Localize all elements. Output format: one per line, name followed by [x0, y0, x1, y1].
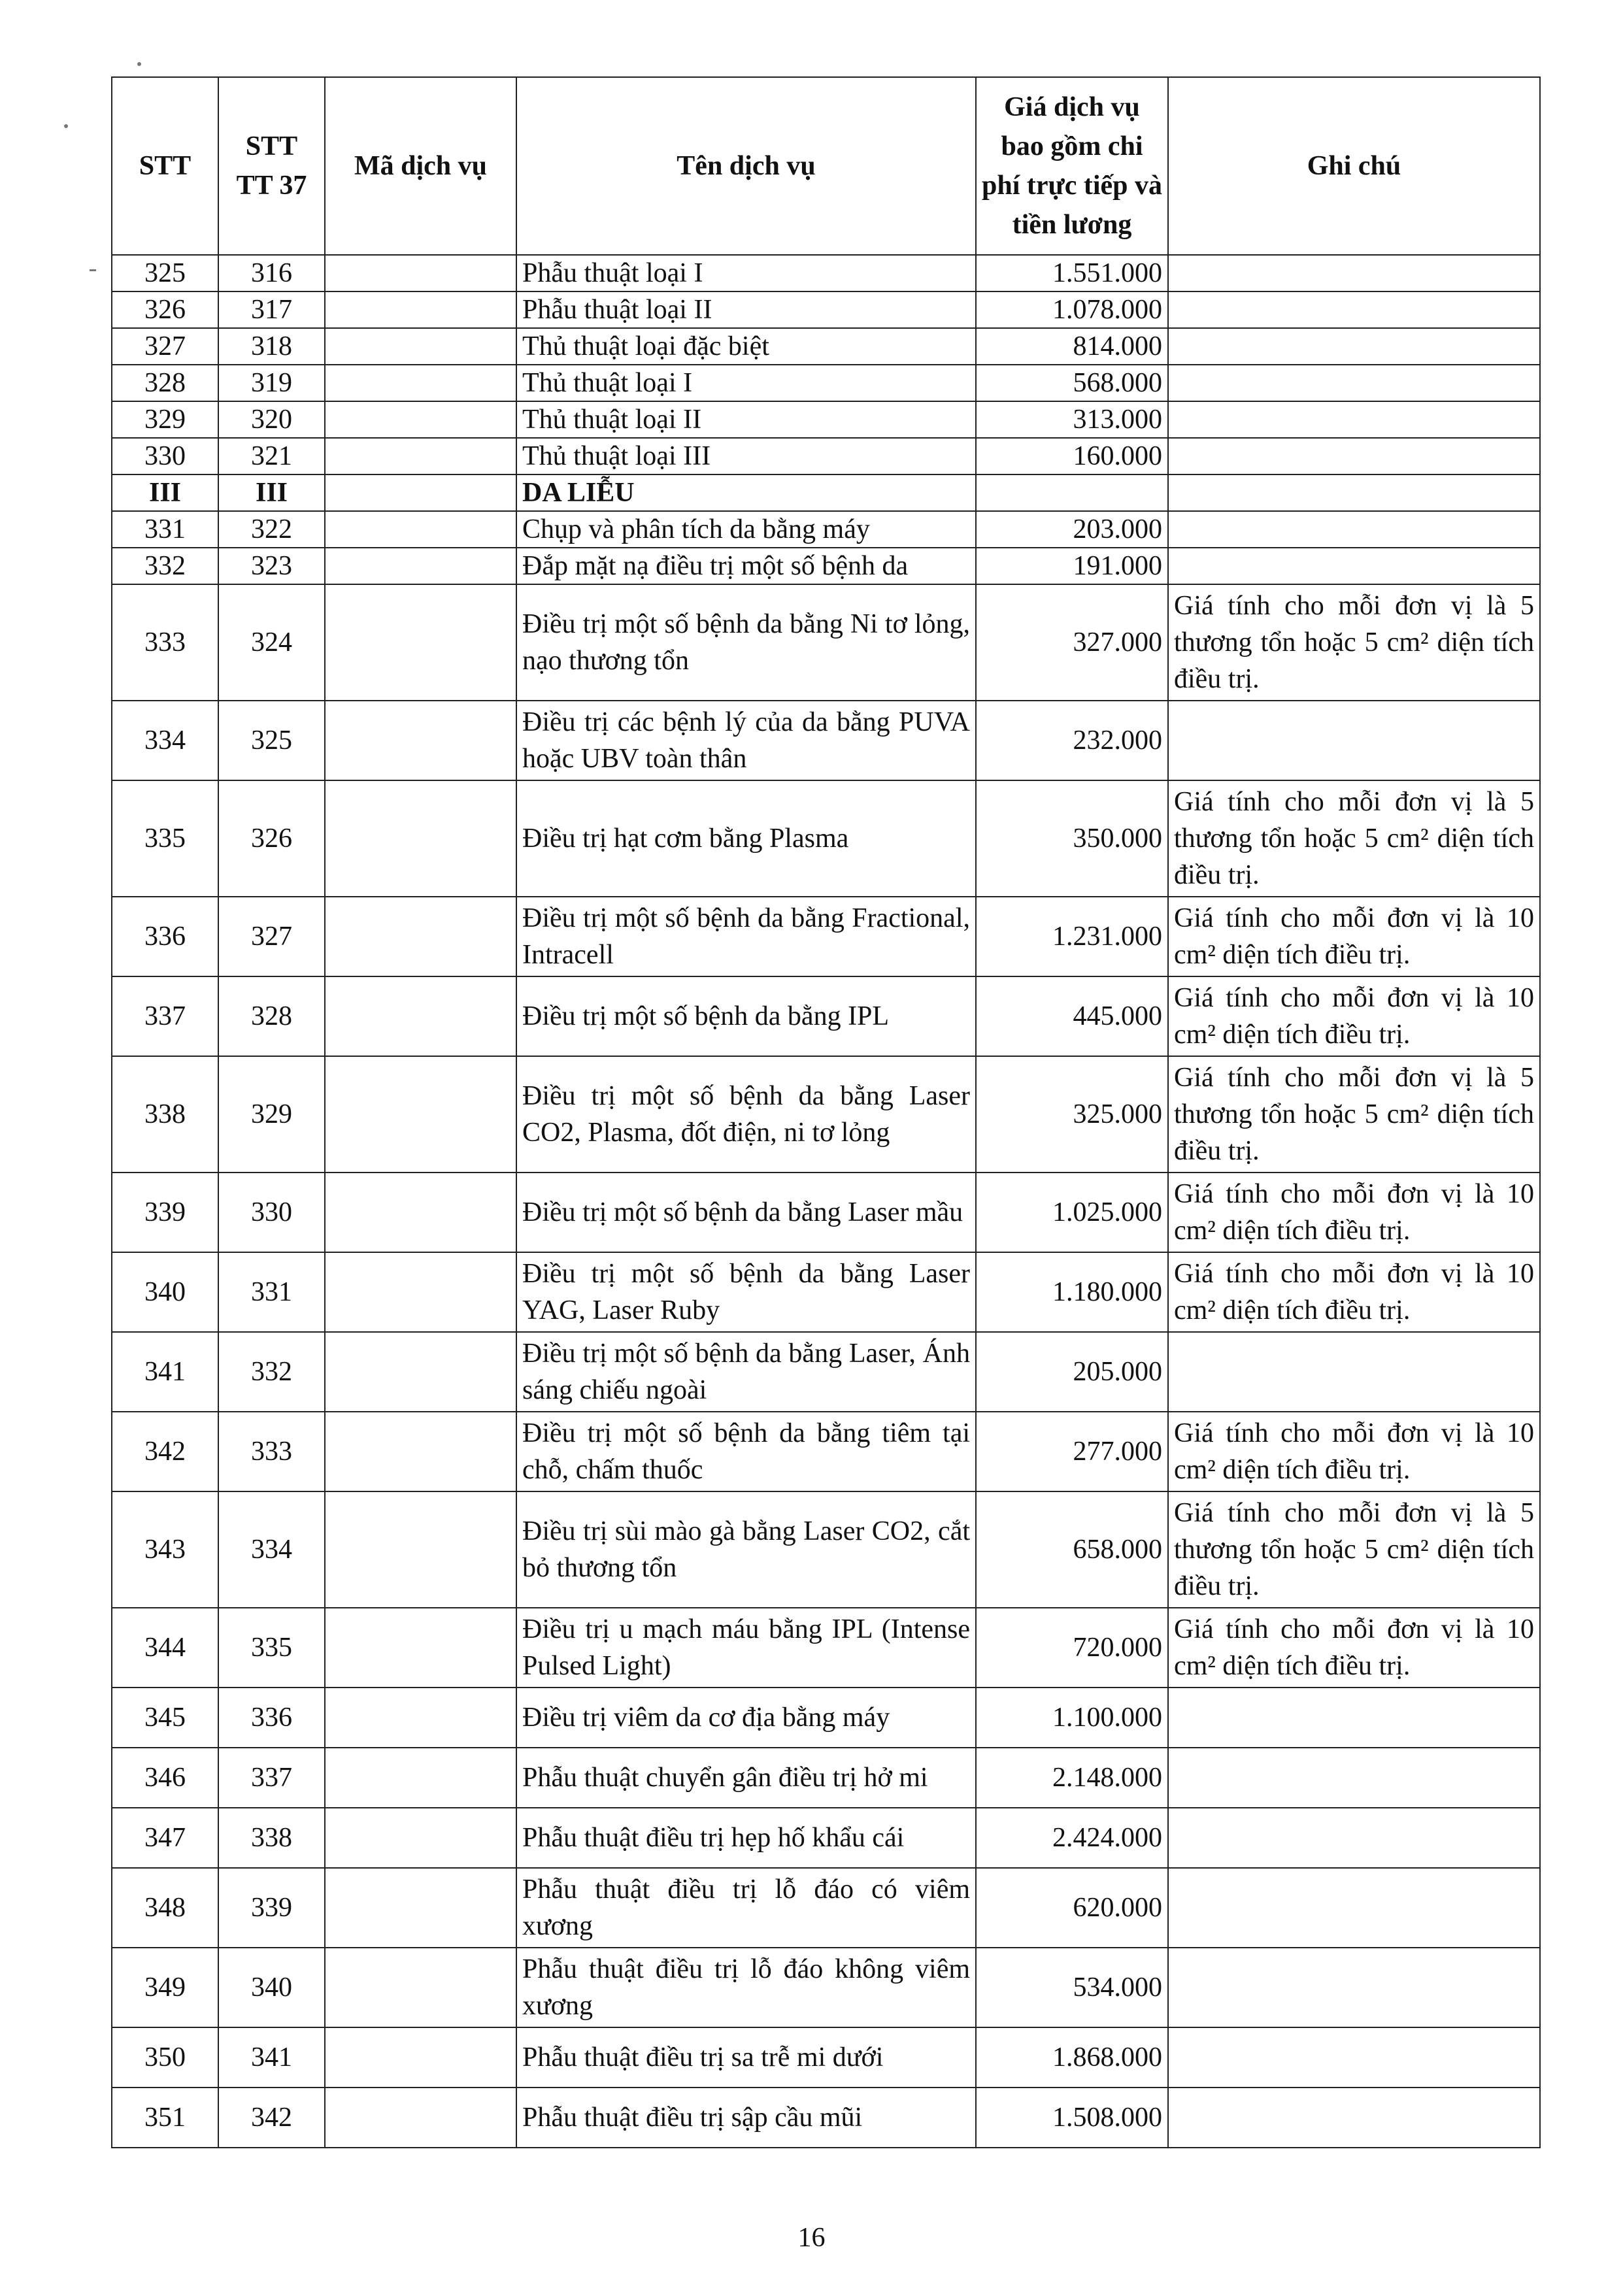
table-row — [112, 1948, 1540, 2027]
table-row — [112, 401, 1540, 438]
cell-gia-dich-vu: 1.078.000 — [976, 291, 1168, 328]
table-row — [112, 1173, 1540, 1252]
cell-ghi-chu: Giá tính cho mỗi đơn vị là 10 cm² diện tích điều trị. — [1168, 897, 1540, 976]
cell-ma-dich-vu — [325, 897, 516, 976]
header-stt: STT — [112, 77, 218, 255]
cell-ghi-chu — [1168, 291, 1540, 328]
table-header-row — [112, 77, 1540, 255]
cell-stt: 331 — [112, 511, 218, 548]
cell-ma-dich-vu — [325, 1252, 516, 1332]
cell-ghi-chu — [1168, 438, 1540, 474]
cell-stt: 347 — [112, 1808, 218, 1868]
cell-ghi-chu — [1168, 1332, 1540, 1412]
cell-ma-dich-vu — [325, 1688, 516, 1748]
cell-ma-dich-vu — [325, 584, 516, 701]
table-row — [112, 701, 1540, 780]
cell-stt: 346 — [112, 1748, 218, 1808]
cell-gia-dich-vu: 205.000 — [976, 1332, 1168, 1412]
cell-stt-tt37: 342 — [218, 2088, 325, 2148]
cell-stt-tt37: 318 — [218, 328, 325, 365]
table-row — [112, 1688, 1540, 1748]
cell-stt-tt37: 316 — [218, 255, 325, 291]
cell-ten-dich-vu: Thủ thuật loại đặc biệt — [516, 328, 976, 365]
cell-stt: 343 — [112, 1491, 218, 1608]
cell-stt: 349 — [112, 1948, 218, 2027]
table-row — [112, 2088, 1540, 2148]
table-row — [112, 1252, 1540, 1332]
scan-speck — [137, 62, 141, 66]
cell-ghi-chu — [1168, 328, 1540, 365]
cell-stt-tt37: 327 — [218, 897, 325, 976]
cell-ghi-chu — [1168, 701, 1540, 780]
table-row — [112, 291, 1540, 328]
cell-gia-dich-vu: 620.000 — [976, 1868, 1168, 1948]
cell-gia-dich-vu: 720.000 — [976, 1608, 1168, 1688]
cell-stt: 338 — [112, 1056, 218, 1173]
cell-ghi-chu — [1168, 1748, 1540, 1808]
cell-ma-dich-vu — [325, 976, 516, 1056]
cell-ghi-chu — [1168, 548, 1540, 584]
cell-ten-dich-vu: Điều trị u mạch máu bằng IPL (Intense Pulsed Light) — [516, 1608, 976, 1688]
cell-ten-dich-vu: Phẫu thuật chuyển gân điều trị hở mi — [516, 1748, 976, 1808]
cell-ma-dich-vu — [325, 328, 516, 365]
table-row — [112, 365, 1540, 401]
cell-ma-dich-vu — [325, 701, 516, 780]
cell-gia-dich-vu: 232.000 — [976, 701, 1168, 780]
cell-stt-tt37: 332 — [218, 1332, 325, 1412]
table-row — [112, 438, 1540, 474]
cell-stt-tt37: 325 — [218, 701, 325, 780]
cell-stt-tt37: 329 — [218, 1056, 325, 1173]
cell-stt-tt37: 337 — [218, 1748, 325, 1808]
cell-ghi-chu — [1168, 511, 1540, 548]
cell-ma-dich-vu — [325, 1491, 516, 1608]
cell-ghi-chu — [1168, 1868, 1540, 1948]
cell-stt-tt37: 341 — [218, 2027, 325, 2088]
cell-ten-dich-vu: Điều trị một số bệnh da bằng Ni tơ lỏng, nạo thương tổn — [516, 584, 976, 701]
cell-gia-dich-vu: 327.000 — [976, 584, 1168, 701]
cell-gia-dich-vu: 1.508.000 — [976, 2088, 1168, 2148]
cell-ten-dich-vu: Phẫu thuật loại I — [516, 255, 976, 291]
cell-ma-dich-vu — [325, 2088, 516, 2148]
cell-ten-dich-vu: DA LIỄU — [516, 474, 976, 511]
cell-stt: 327 — [112, 328, 218, 365]
cell-ten-dich-vu: Điều trị viêm da cơ địa bằng máy — [516, 1688, 976, 1748]
cell-stt: 344 — [112, 1608, 218, 1688]
cell-ma-dich-vu — [325, 401, 516, 438]
cell-stt: 340 — [112, 1252, 218, 1332]
cell-ghi-chu — [1168, 365, 1540, 401]
cell-stt: 348 — [112, 1868, 218, 1948]
cell-ma-dich-vu — [325, 2027, 516, 2088]
cell-ten-dich-vu: Điều trị một số bệnh da bằng tiêm tại chỗ, chấm thuốc — [516, 1412, 976, 1491]
table-row — [112, 976, 1540, 1056]
header-ten-dich-vu: Tên dịch vụ — [516, 77, 976, 255]
cell-ghi-chu — [1168, 1688, 1540, 1748]
cell-ghi-chu: Giá tính cho mỗi đơn vị là 10 cm² diện tích điều trị. — [1168, 976, 1540, 1056]
cell-gia-dich-vu: 658.000 — [976, 1491, 1168, 1608]
cell-stt-tt37: III — [218, 474, 325, 511]
cell-ghi-chu: Giá tính cho mỗi đơn vị là 5 thương tổn hoặc 5 cm² diện tích điều trị. — [1168, 780, 1540, 897]
table-row — [112, 1608, 1540, 1688]
cell-ma-dich-vu — [325, 1173, 516, 1252]
cell-stt: III — [112, 474, 218, 511]
cell-ten-dich-vu: Phẫu thuật điều trị hẹp hố khẩu cái — [516, 1808, 976, 1868]
header-ma-dich-vu: Mã dịch vụ — [325, 77, 516, 255]
table-body — [112, 255, 1540, 2148]
cell-ten-dich-vu: Điều trị một số bệnh da bằng Laser CO2, Plasma, đốt điện, ni tơ lỏng — [516, 1056, 976, 1173]
page-number: 16 — [797, 2223, 826, 2253]
cell-ten-dich-vu: Phẫu thuật điều trị lỗ đáo có viêm xương — [516, 1868, 976, 1948]
cell-ma-dich-vu — [325, 511, 516, 548]
cell-gia-dich-vu: 313.000 — [976, 401, 1168, 438]
cell-gia-dich-vu: 1.180.000 — [976, 1252, 1168, 1332]
cell-ma-dich-vu — [325, 1412, 516, 1491]
cell-gia-dich-vu: 1.100.000 — [976, 1688, 1168, 1748]
cell-gia-dich-vu: 1.231.000 — [976, 897, 1168, 976]
cell-stt: 326 — [112, 291, 218, 328]
table-row — [112, 1332, 1540, 1412]
cell-ma-dich-vu — [325, 1056, 516, 1173]
cell-ten-dich-vu: Điều trị một số bệnh da bằng Laser, Ánh sáng chiếu ngoài — [516, 1332, 976, 1412]
cell-stt: 332 — [112, 548, 218, 584]
cell-gia-dich-vu: 277.000 — [976, 1412, 1168, 1491]
cell-ghi-chu — [1168, 1808, 1540, 1868]
table-row — [112, 548, 1540, 584]
cell-ten-dich-vu: Điều trị hạt cơm bằng Plasma — [516, 780, 976, 897]
cell-stt: 351 — [112, 2088, 218, 2148]
table-row — [112, 1868, 1540, 1948]
section-row — [112, 474, 1540, 511]
cell-ten-dich-vu: Thủ thuật loại III — [516, 438, 976, 474]
cell-gia-dich-vu: 2.424.000 — [976, 1808, 1168, 1868]
cell-stt-tt37: 340 — [218, 1948, 325, 2027]
cell-ma-dich-vu — [325, 1332, 516, 1412]
cell-ghi-chu: Giá tính cho mỗi đơn vị là 5 thương tổn hoặc 5 cm² diện tích điều trị. — [1168, 1491, 1540, 1608]
cell-ma-dich-vu — [325, 1948, 516, 2027]
cell-gia-dich-vu: 568.000 — [976, 365, 1168, 401]
cell-stt-tt37: 331 — [218, 1252, 325, 1332]
cell-ma-dich-vu — [325, 255, 516, 291]
cell-stt-tt37: 333 — [218, 1412, 325, 1491]
cell-ghi-chu: Giá tính cho mỗi đơn vị là 10 cm² diện tích điều trị. — [1168, 1608, 1540, 1688]
cell-gia-dich-vu: 534.000 — [976, 1948, 1168, 2027]
cell-stt-tt37: 324 — [218, 584, 325, 701]
cell-ghi-chu: Giá tính cho mỗi đơn vị là 10 cm² diện tích điều trị. — [1168, 1173, 1540, 1252]
cell-ten-dich-vu: Phẫu thuật điều trị sa trễ mi dưới — [516, 2027, 976, 2088]
cell-stt-tt37: 322 — [218, 511, 325, 548]
cell-gia-dich-vu: 1.551.000 — [976, 255, 1168, 291]
cell-ma-dich-vu — [325, 1608, 516, 1688]
cell-stt-tt37: 335 — [218, 1608, 325, 1688]
cell-ma-dich-vu — [325, 548, 516, 584]
cell-stt: 335 — [112, 780, 218, 897]
cell-gia-dich-vu: 1.868.000 — [976, 2027, 1168, 2088]
cell-ghi-chu: Giá tính cho mỗi đơn vị là 5 thương tổn hoặc 5 cm² diện tích điều trị. — [1168, 1056, 1540, 1173]
table-row — [112, 511, 1540, 548]
cell-gia-dich-vu: 445.000 — [976, 976, 1168, 1056]
table-row — [112, 897, 1540, 976]
cell-stt: 337 — [112, 976, 218, 1056]
header-gia-dich-vu: Giá dịch vụ bao gồm chi phí trực tiếp và tiền lương — [976, 77, 1168, 255]
cell-stt-tt37: 334 — [218, 1491, 325, 1608]
table-row — [112, 1412, 1540, 1491]
cell-ma-dich-vu — [325, 1868, 516, 1948]
cell-stt-tt37: 320 — [218, 401, 325, 438]
table-row — [112, 1056, 1540, 1173]
cell-ma-dich-vu — [325, 1748, 516, 1808]
cell-stt: 329 — [112, 401, 218, 438]
cell-ghi-chu: Giá tính cho mỗi đơn vị là 5 thương tổn hoặc 5 cm² diện tích điều trị. — [1168, 584, 1540, 701]
cell-stt-tt37: 326 — [218, 780, 325, 897]
cell-stt-tt37: 336 — [218, 1688, 325, 1748]
cell-stt-tt37: 317 — [218, 291, 325, 328]
cell-ten-dich-vu: Điều trị sùi mào gà bằng Laser CO2, cắt bỏ thương tổn — [516, 1491, 976, 1608]
cell-ghi-chu — [1168, 474, 1540, 511]
cell-gia-dich-vu: 814.000 — [976, 328, 1168, 365]
cell-stt-tt37: 319 — [218, 365, 325, 401]
cell-ten-dich-vu: Phẫu thuật điều trị sập cầu mũi — [516, 2088, 976, 2148]
cell-ma-dich-vu — [325, 474, 516, 511]
cell-stt: 336 — [112, 897, 218, 976]
cell-ghi-chu — [1168, 401, 1540, 438]
cell-stt-tt37: 339 — [218, 1868, 325, 1948]
cell-ghi-chu — [1168, 255, 1540, 291]
scan-speck — [90, 269, 96, 271]
table-row — [112, 584, 1540, 701]
cell-stt: 341 — [112, 1332, 218, 1412]
cell-ten-dich-vu: Điều trị các bệnh lý của da bằng PUVA hoặc UBV toàn thân — [516, 701, 976, 780]
cell-stt-tt37: 321 — [218, 438, 325, 474]
cell-ma-dich-vu — [325, 365, 516, 401]
table-row — [112, 1491, 1540, 1608]
cell-stt: 342 — [112, 1412, 218, 1491]
cell-ma-dich-vu — [325, 780, 516, 897]
cell-ten-dich-vu: Điều trị một số bệnh da bằng Laser YAG, Laser Ruby — [516, 1252, 976, 1332]
cell-ghi-chu — [1168, 2088, 1540, 2148]
cell-stt: 350 — [112, 2027, 218, 2088]
cell-ten-dich-vu: Thủ thuật loại I — [516, 365, 976, 401]
table-row — [112, 1748, 1540, 1808]
table-row — [112, 2027, 1540, 2088]
cell-ten-dich-vu: Điều trị một số bệnh da bằng Fractional, Intracell — [516, 897, 976, 976]
cell-ten-dich-vu: Phẫu thuật loại II — [516, 291, 976, 328]
cell-stt: 333 — [112, 584, 218, 701]
cell-ghi-chu: Giá tính cho mỗi đơn vị là 10 cm² diện tích điều trị. — [1168, 1252, 1540, 1332]
table-row — [112, 780, 1540, 897]
cell-gia-dich-vu: 191.000 — [976, 548, 1168, 584]
cell-stt-tt37: 330 — [218, 1173, 325, 1252]
cell-ma-dich-vu — [325, 438, 516, 474]
cell-gia-dich-vu: 350.000 — [976, 780, 1168, 897]
cell-stt: 325 — [112, 255, 218, 291]
cell-stt-tt37: 323 — [218, 548, 325, 584]
cell-stt-tt37: 328 — [218, 976, 325, 1056]
cell-stt: 328 — [112, 365, 218, 401]
cell-stt: 345 — [112, 1688, 218, 1748]
cell-ten-dich-vu: Phẫu thuật điều trị lỗ đáo không viêm xương — [516, 1948, 976, 2027]
cell-gia-dich-vu: 325.000 — [976, 1056, 1168, 1173]
cell-ten-dich-vu: Chụp và phân tích da bằng máy — [516, 511, 976, 548]
cell-gia-dich-vu — [976, 474, 1168, 511]
header-ghi-chu: Ghi chú — [1168, 77, 1540, 255]
cell-stt-tt37: 338 — [218, 1808, 325, 1868]
cell-stt: 339 — [112, 1173, 218, 1252]
table-row — [112, 255, 1540, 291]
cell-ghi-chu — [1168, 2027, 1540, 2088]
cell-stt: 330 — [112, 438, 218, 474]
table-row — [112, 328, 1540, 365]
cell-gia-dich-vu: 160.000 — [976, 438, 1168, 474]
cell-ten-dich-vu: Đắp mặt nạ điều trị một số bệnh da — [516, 548, 976, 584]
table-row — [112, 1808, 1540, 1868]
header-stt-tt37: STT TT 37 — [218, 77, 325, 255]
cell-ten-dich-vu: Điều trị một số bệnh da bằng IPL — [516, 976, 976, 1056]
cell-gia-dich-vu: 2.148.000 — [976, 1748, 1168, 1808]
cell-gia-dich-vu: 203.000 — [976, 511, 1168, 548]
cell-ghi-chu — [1168, 1948, 1540, 2027]
cell-ten-dich-vu: Điều trị một số bệnh da bằng Laser mầu — [516, 1173, 976, 1252]
cell-ma-dich-vu — [325, 291, 516, 328]
scan-speck — [64, 124, 68, 128]
cell-stt: 334 — [112, 701, 218, 780]
price-table — [111, 76, 1541, 2148]
cell-ma-dich-vu — [325, 1808, 516, 1868]
cell-gia-dich-vu: 1.025.000 — [976, 1173, 1168, 1252]
cell-ghi-chu: Giá tính cho mỗi đơn vị là 10 cm² diện tích điều trị. — [1168, 1412, 1540, 1491]
cell-ten-dich-vu: Thủ thuật loại II — [516, 401, 976, 438]
